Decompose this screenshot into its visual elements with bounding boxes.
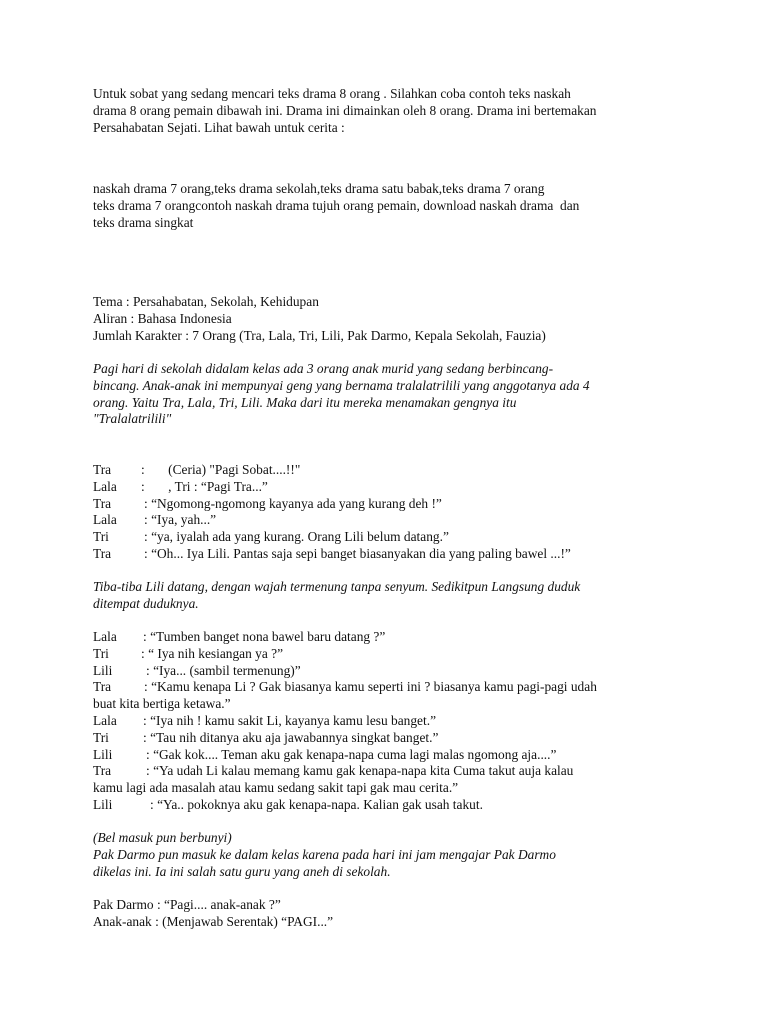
narration-bell [93, 830, 733, 880]
narration-line: bincang. Anak-anak ini mempunyai geng yang bernama tralalatrilili yang anggotanya ada 4 [93, 377, 590, 393]
dialogue-line [93, 529, 713, 546]
speaker: Tri [93, 645, 109, 661]
keywords-line: teks drama 7 orangcontoh naskah drama tujuh orang pemain, download naskah drama dan [93, 197, 580, 213]
speaker: Lala [93, 629, 117, 644]
intro-paragraph [93, 86, 693, 136]
narration-line: dikelas ini. Ia ini salah satu guru yang aneh di sekolah. [93, 863, 391, 879]
speech: : “Gak kok.... Teman aku gak kenapa-napa cuma lagi malas ngomong aja....” [146, 746, 557, 762]
speech: : “ Iya nih kesiangan ya ?” [141, 645, 284, 661]
intro-line: Persahabatan Sejati. Lihat bawah untuk cerita : [93, 119, 345, 135]
dialogue-line-continued [93, 780, 713, 797]
speaker: Lili [93, 662, 113, 678]
speech: : “Iya nih ! kamu sakit Li, kayanya kamu lesu banget.” [143, 712, 437, 728]
meta-tema: Tema : Persahabatan, Sekolah, Kehidupan [93, 294, 319, 309]
dialogue-line [93, 496, 713, 513]
dialogue-line [93, 747, 713, 764]
narration-line: Pagi hari di sekolah didalam kelas ada 3 orang anak murid yang sedang berbincang- [93, 361, 554, 376]
dialogue-scene-3 [93, 897, 733, 931]
narration-line: Tiba-tiba Lili datang, dengan wajah termenung tanpa senyum. Sedikitpun Langsung duduk [93, 579, 581, 594]
narration-line: orang. Yaitu Tra, Lala, Tri, Lili. Maka dari itu mereka menamakan gengnya itu [93, 394, 517, 410]
keywords-paragraph [93, 181, 693, 231]
speech: buat kita bertiga ketawa.” [93, 696, 231, 712]
dialogue-line [93, 730, 713, 747]
dialogue-line [93, 797, 713, 814]
speaker: Lili [93, 746, 113, 762]
meta-aliran: Aliran : Bahasa Indonesia [93, 310, 232, 326]
speech: : “Kamu kenapa Li ? Gak biasanya kamu seperti ini ? biasanya kamu pagi-pagi udah [144, 679, 597, 695]
dialogue-line [93, 713, 713, 730]
narration-line: Pak Darmo pun masuk ke dalam kelas karena pada hari ini jam mengajar Pak Darmo [93, 846, 556, 862]
speaker: Tra [93, 495, 112, 511]
speaker: Lili [93, 796, 113, 812]
dialogue-line [93, 679, 713, 696]
dialogue-line [93, 763, 713, 780]
narration-lili-arrives [93, 579, 733, 613]
dialogue-line [93, 663, 713, 680]
dialogue-line [93, 546, 713, 563]
dialogue-line [93, 629, 713, 646]
dialogue-scene-1 [93, 462, 713, 563]
keywords-line: teks drama singkat [93, 214, 194, 230]
speaker: Lala [93, 512, 117, 528]
dialogue-line [93, 479, 713, 496]
speech: : “Iya... (sambil termenung)” [146, 662, 301, 678]
speech: : “Ngomong-ngomong kayanya ada yang kurang deh !” [144, 495, 442, 511]
dialogue-line [93, 512, 713, 529]
speech: : “Ya.. pokoknya aku gak kenapa-napa. Kalian gak usah takut. [150, 796, 483, 812]
speech: : , Tri : “Pagi Tra...” [141, 478, 268, 494]
dialogue-line: Pak Darmo : “Pagi.... anak-anak ?” [93, 897, 281, 912]
speaker: Lala [93, 712, 117, 728]
narration-line: ditempat duduknya. [93, 595, 199, 611]
intro-line: Untuk sobat yang sedang mencari teks drama 8 orang . Silahkan coba contoh teks naskah [93, 86, 571, 101]
speech: : “Iya, yah...” [144, 512, 217, 528]
speaker: Tra [93, 545, 112, 561]
meta-karakter: Jumlah Karakter : 7 Orang (Tra, Lala, Tri, Lili, Pak Darmo, Kepala Sekolah, Fauzia) [93, 327, 546, 343]
dialogue-line [93, 462, 713, 479]
speaker: Tra [93, 462, 112, 477]
narration-line: "Tralalatrilili" [93, 411, 172, 427]
dialogue-line: Anak-anak : (Menjawab Serentak) “PAGI...” [93, 913, 334, 929]
speaker: Lala [93, 478, 117, 494]
speech: : “Tumben banget nona bawel baru datang ?” [143, 629, 386, 644]
intro-line: drama 8 orang pemain dibawah ini. Drama ini dimainkan oleh 8 orang. Drama ini bertemakan [93, 102, 597, 118]
speaker: Tri [93, 729, 109, 745]
speech: : “Oh... Iya Lili. Pantas saja sepi banget biasanyakan dia yang paling bawel ...!” [144, 545, 571, 561]
keywords-line: naskah drama 7 orang,teks drama sekolah,teks drama satu babak,teks drama 7 orang [93, 181, 545, 196]
narration-opening [93, 361, 733, 428]
speaker: Tri [93, 529, 109, 545]
dialogue-line [93, 646, 713, 663]
dialogue-scene-2 [93, 629, 713, 814]
speech: : “ya, iyalah ada yang kurang. Orang Lili belum datang.” [144, 529, 449, 545]
speech: : (Ceria) "Pagi Sobat....!!" [141, 462, 301, 477]
dialogue-line-continued [93, 696, 713, 713]
speaker: Tra [93, 763, 112, 779]
speaker: Tra [93, 679, 112, 695]
drama-meta [93, 294, 733, 344]
speech: kamu lagi ada masalah atau kamu sedang sakit tapi gak mau cerita.” [93, 780, 459, 796]
speech: : “Ya udah Li kalau memang kamu gak kenapa-napa kita Cuma takut auja kalau [146, 763, 574, 779]
speech: : “Tau nih ditanya aku aja jawabannya singkat banget.” [143, 729, 439, 745]
narration-line: (Bel masuk pun berbunyi) [93, 830, 232, 845]
